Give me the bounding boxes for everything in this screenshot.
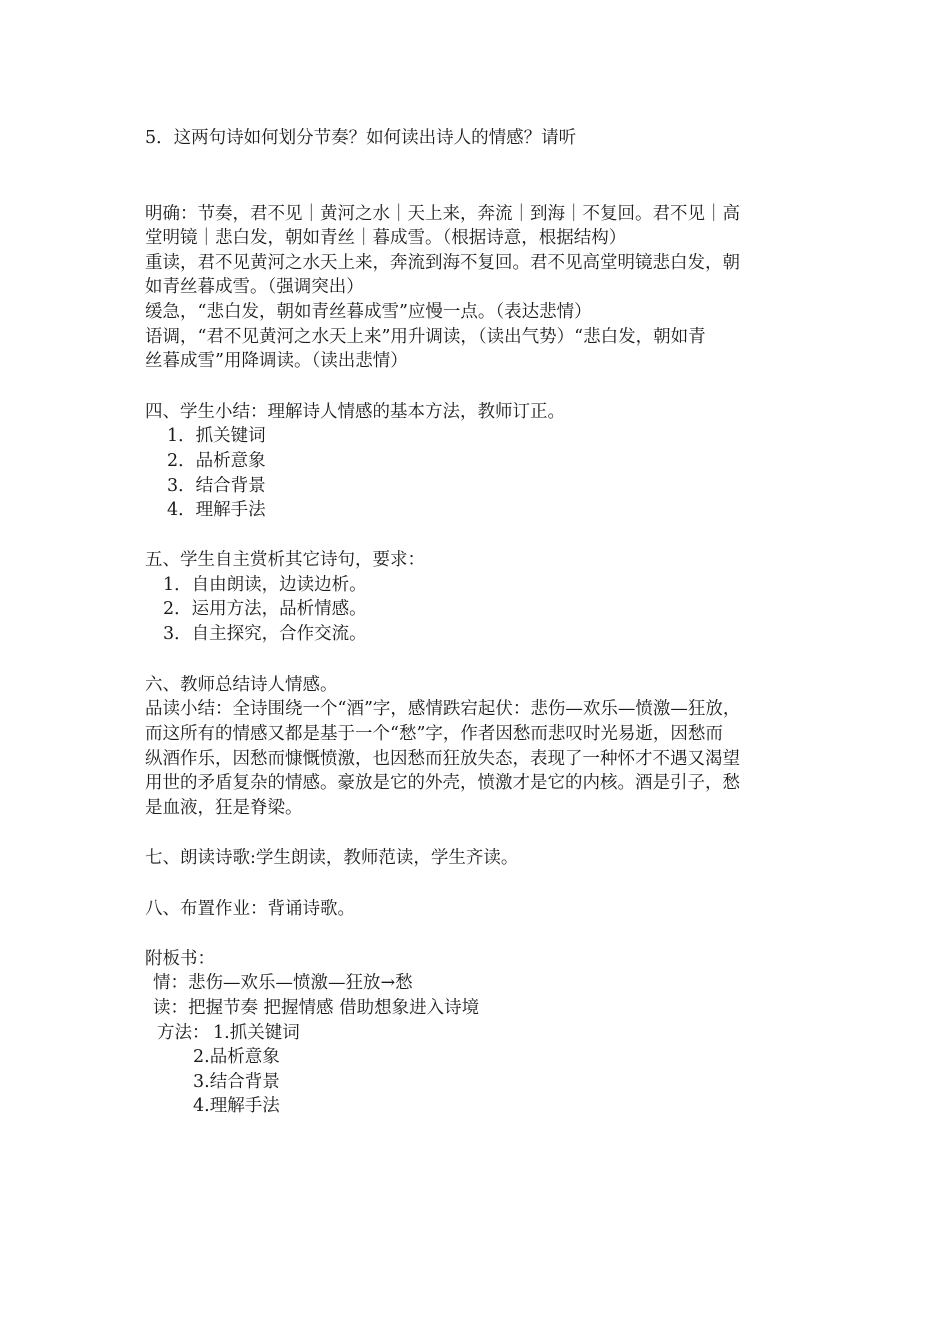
board-method-2: 2.品析意象 xyxy=(193,1047,280,1067)
summary-line-5: 是血液，狂是脊梁。 xyxy=(145,798,303,818)
summary-line-1: 品读小结：全诗围绕一个“酒”字，感情跌宕起伏：悲伤—欢乐—愤激—狂放， xyxy=(145,699,741,719)
section-5-item-2: 2．运用方法，品析情感。 xyxy=(163,599,367,619)
summary-line-3: 纵酒作乐，因愁而慷慨愤激，也因愁而狂放失态，表现了一种怀才不遇又渴望 xyxy=(145,749,740,769)
section-4-item-2: 2．品析意象 xyxy=(167,451,266,471)
board-method-3: 3.结合背景 xyxy=(193,1072,280,1092)
answer-line-2: 堂明镜｜悲白发，朝如青丝｜暮成雪。（根据诗意，根据结构） xyxy=(145,228,627,248)
board-method-label: 方法： xyxy=(157,1023,210,1043)
section-4-heading: 四、学生小结：理解诗人情感的基本方法，教师订正。 xyxy=(145,402,565,422)
answer-line-4: 如青丝暮成雪。（强调突出） xyxy=(145,277,364,297)
summary-line-2: 而这所有的情感又都是基于一个“愁”字，作者因愁而悲叹时光易逝，因愁而 xyxy=(145,724,723,744)
board-method-1: 1.抓关键词 xyxy=(213,1023,300,1043)
answer-line-5: 缓急，“悲白发，朝如青丝暮成雪”应慢一点。（表达悲情） xyxy=(145,302,592,322)
section-4-item-1: 1．抓关键词 xyxy=(167,426,266,446)
section-4-item-4: 4．理解手法 xyxy=(167,500,266,520)
board-reading-line: 读：把握节奏 把握情感 借助想象进入诗境 xyxy=(153,998,480,1018)
question-5-title: 5．这两句诗如何划分节奏？如何读出诗人的情感？请听 xyxy=(145,128,577,148)
board-heading: 附板书： xyxy=(145,949,215,969)
section-6-heading: 六、教师总结诗人情感。 xyxy=(145,675,338,695)
section-5-item-3: 3．自主探究，合作交流。 xyxy=(163,624,367,644)
board-method-4: 4.理解手法 xyxy=(193,1096,280,1116)
section-8-heading: 八、布置作业：背诵诗歌。 xyxy=(145,899,355,919)
answer-line-7: 丝暮成雪”用降调读。（读出悲情） xyxy=(145,351,408,371)
summary-line-4: 用世的矛盾复杂的情感。豪放是它的外壳，愤激才是它的内核。酒是引子，愁 xyxy=(145,773,740,793)
answer-line-6: 语调，“君不见黄河之水天上来”用升调读，（读出气势）“悲白发，朝如青 xyxy=(145,327,706,347)
section-5-item-1: 1．自由朗读，边读边析。 xyxy=(163,575,367,595)
board-emotion-line: 情：悲伤—欢乐—愤激—狂放→愁 xyxy=(153,973,413,993)
section-4-item-3: 3．结合背景 xyxy=(167,476,266,496)
answer-line-1: 明确：节奏，君不见｜黄河之水｜天上来，奔流｜到海｜不复回。君不见｜高 xyxy=(145,204,740,224)
answer-line-3: 重读，君不见黄河之水天上来，奔流到海不复回。君不见高堂明镜悲白发，朝 xyxy=(145,253,740,273)
section-5-heading: 五、学生自主赏析其它诗句，要求： xyxy=(145,550,425,570)
section-7-heading: 七、朗读诗歌:学生朗读，教师范读，学生齐读。 xyxy=(145,848,519,868)
